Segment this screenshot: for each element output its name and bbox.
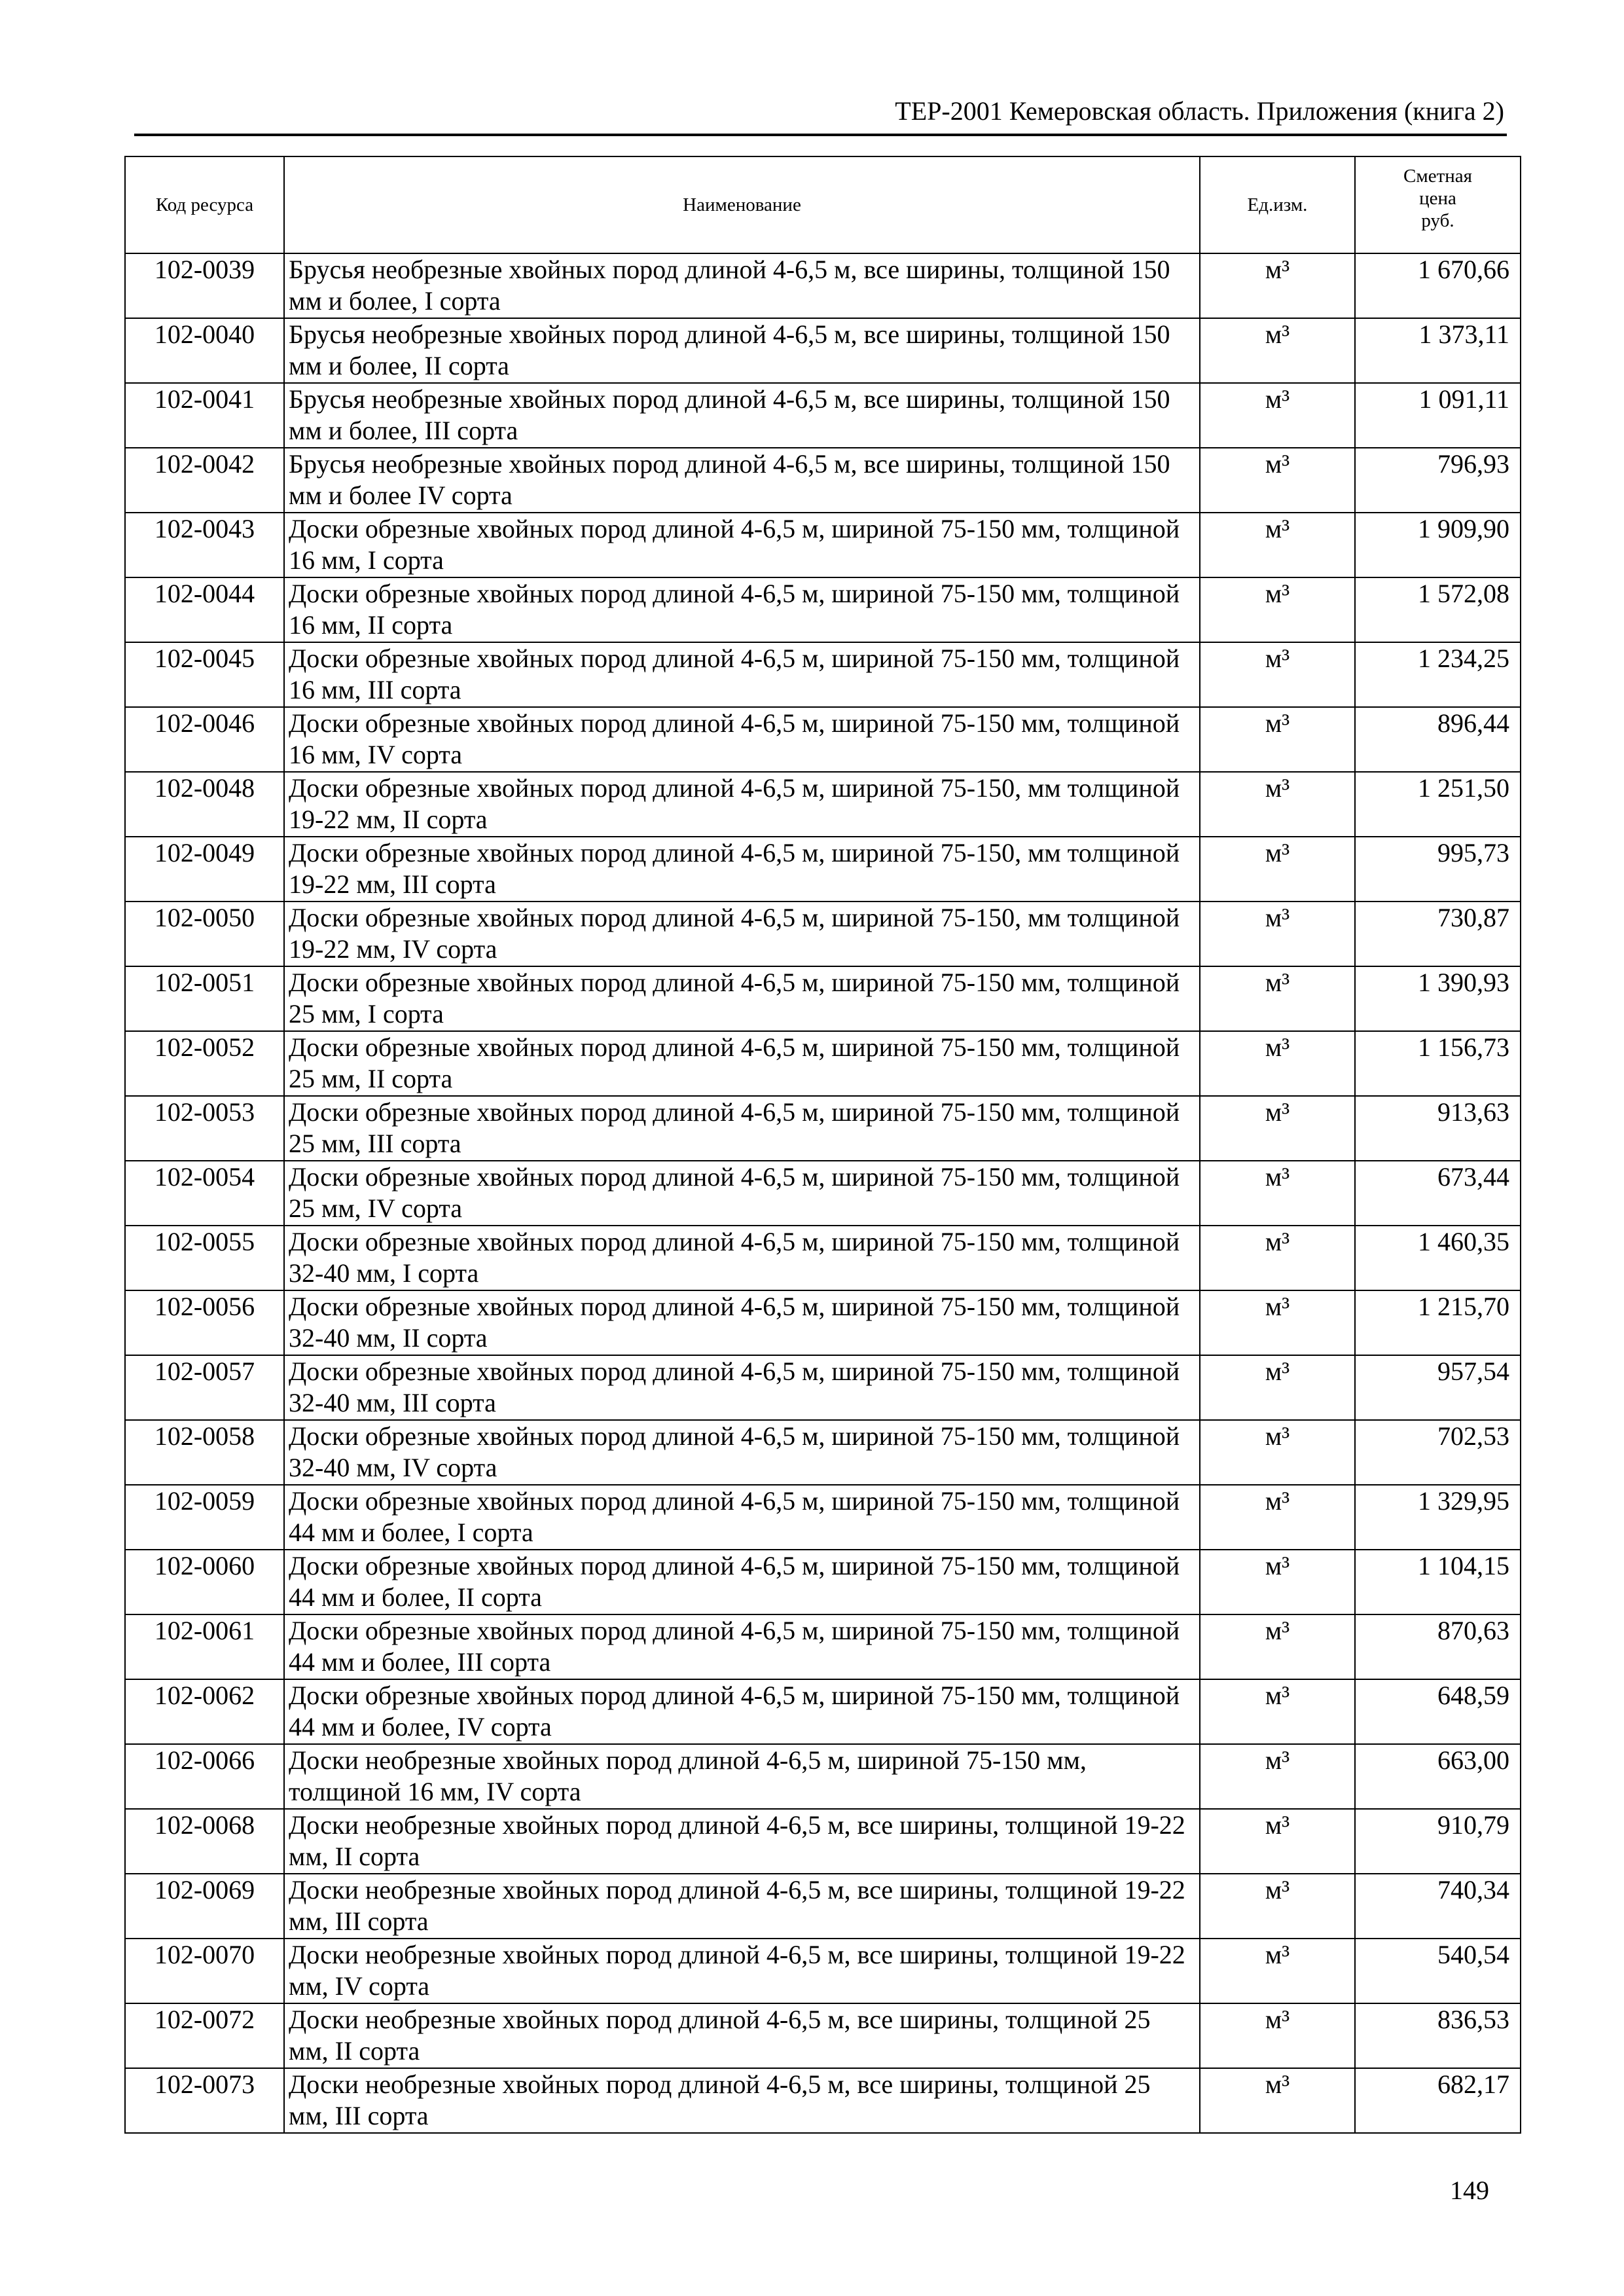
resource-code-cell: 102-0057 — [125, 1355, 284, 1420]
resource-code-cell: 102-0068 — [125, 1809, 284, 1874]
resource-code-cell: 102-0040 — [125, 318, 284, 383]
resource-name-cell: Доски обрезные хвойных пород длиной 4-6,5 м, шириной 75-150 мм, толщиной 44 мм и более, III сорта — [284, 1614, 1200, 1679]
unit-cell: м³ — [1200, 1485, 1355, 1550]
column-header-price-line3: руб. — [1421, 210, 1454, 231]
unit-cell: м³ — [1200, 642, 1355, 707]
column-header-price-line1: Сметная — [1403, 166, 1472, 187]
unit-cell: м³ — [1200, 1290, 1355, 1355]
price-cell: 682,17 — [1355, 2068, 1521, 2133]
unit-cell: м³ — [1200, 1939, 1355, 2003]
resource-name-cell: Доски необрезные хвойных пород длиной 4-6,5 м, все ширины, толщиной 19-22 мм, III сорта — [284, 1874, 1200, 1939]
column-header-unit: Ед.изм. — [1200, 156, 1355, 253]
price-cell: 1 670,66 — [1355, 253, 1521, 318]
resource-name-cell: Брусья необрезные хвойных пород длиной 4-6,5 м, все ширины, толщиной 150 мм и более, III сорта — [284, 383, 1200, 448]
price-cell: 730,87 — [1355, 902, 1521, 966]
unit-cell: м³ — [1200, 253, 1355, 318]
resource-name-cell: Доски обрезные хвойных пород длиной 4-6,5 м, шириной 75-150 мм, толщиной 25 мм, II сорта — [284, 1031, 1200, 1096]
page-number: 149 — [1450, 2176, 1489, 2205]
resource-name-cell: Доски необрезные хвойных пород длиной 4-6,5 м, все ширины, толщиной 25 мм, II сорта — [284, 2003, 1200, 2068]
resource-name-cell: Доски обрезные хвойных пород длиной 4-6,5 м, шириной 75-150 мм, толщиной 32-40 мм, I сорта — [284, 1226, 1200, 1290]
resource-name-cell: Брусья необрезные хвойных пород длиной 4-6,5 м, все ширины, толщиной 150 мм и более, II сорта — [284, 318, 1200, 383]
unit-cell: м³ — [1200, 902, 1355, 966]
price-cell: 1 251,50 — [1355, 772, 1521, 837]
unit-cell: м³ — [1200, 772, 1355, 837]
table-row — [125, 513, 1521, 577]
resource-code-cell: 102-0042 — [125, 448, 284, 513]
resource-name-cell: Доски необрезные хвойных пород длиной 4-6,5 м, все ширины, толщиной 19-22 мм, IV сорта — [284, 1939, 1200, 2003]
table-row — [125, 2068, 1521, 2133]
resource-name-cell: Доски обрезные хвойных пород длиной 4-6,5 м, шириной 75-150 мм, толщиной 44 мм и более, II сорта — [284, 1550, 1200, 1614]
unit-cell: м³ — [1200, 1744, 1355, 1809]
resource-code-cell: 102-0070 — [125, 1939, 284, 2003]
column-header-price — [1355, 156, 1521, 253]
document-title: ТЕР-2001 Кемеровская область. Приложения (книга 2) — [895, 96, 1504, 126]
price-cell: 995,73 — [1355, 837, 1521, 902]
table-row — [125, 1290, 1521, 1355]
resource-code-cell: 102-0044 — [125, 577, 284, 642]
table-row — [125, 1226, 1521, 1290]
price-cell: 913,63 — [1355, 1096, 1521, 1161]
table-row — [125, 707, 1521, 772]
unit-cell: м³ — [1200, 1809, 1355, 1874]
price-cell: 896,44 — [1355, 707, 1521, 772]
table-row — [125, 1679, 1521, 1744]
resource-code-cell: 102-0055 — [125, 1226, 284, 1290]
price-cell: 870,63 — [1355, 1614, 1521, 1679]
price-cell: 836,53 — [1355, 2003, 1521, 2068]
table-row — [125, 1161, 1521, 1226]
unit-cell: м³ — [1200, 2068, 1355, 2133]
price-cell: 540,54 — [1355, 1939, 1521, 2003]
unit-cell: м³ — [1200, 513, 1355, 577]
unit-cell: м³ — [1200, 1874, 1355, 1939]
resource-name-cell: Доски обрезные хвойных пород длиной 4-6,5 м, шириной 75-150 мм, толщиной 16 мм, I сорта — [284, 513, 1200, 577]
resource-code-cell: 102-0045 — [125, 642, 284, 707]
resource-name-cell: Доски обрезные хвойных пород длиной 4-6,5 м, шириной 75-150 мм, толщиной 32-40 мм, III сорта — [284, 1355, 1200, 1420]
resource-code-cell: 102-0039 — [125, 253, 284, 318]
table-row — [125, 1485, 1521, 1550]
resource-code-cell: 102-0048 — [125, 772, 284, 837]
table-row — [125, 1096, 1521, 1161]
table-row — [125, 383, 1521, 448]
resource-code-cell: 102-0051 — [125, 966, 284, 1031]
unit-cell: м³ — [1200, 1161, 1355, 1226]
table-header-row — [125, 156, 1521, 253]
resource-name-cell: Доски обрезные хвойных пород длиной 4-6,5 м, шириной 75-150 мм, толщиной 16 мм, III сорта — [284, 642, 1200, 707]
resource-name-cell: Доски необрезные хвойных пород длиной 4-6,5 м, все ширины, толщиной 19-22 мм, II сорта — [284, 1809, 1200, 1874]
resource-name-cell: Доски обрезные хвойных пород длиной 4-6,5 м, шириной 75-150 мм, толщиной 25 мм, IV сорта — [284, 1161, 1200, 1226]
price-cell: 702,53 — [1355, 1420, 1521, 1485]
price-cell: 663,00 — [1355, 1744, 1521, 1809]
resource-name-cell: Брусья необрезные хвойных пород длиной 4-6,5 м, все ширины, толщиной 150 мм и более IV сорта — [284, 448, 1200, 513]
price-cell: 1 390,93 — [1355, 966, 1521, 1031]
table-row — [125, 966, 1521, 1031]
table-row — [125, 448, 1521, 513]
resource-code-cell: 102-0060 — [125, 1550, 284, 1614]
resource-name-cell: Доски обрезные хвойных пород длиной 4-6,5 м, шириной 75-150 мм, толщиной 16 мм, II сорта — [284, 577, 1200, 642]
resource-code-cell: 102-0072 — [125, 2003, 284, 2068]
table-row — [125, 1939, 1521, 2003]
unit-cell: м³ — [1200, 383, 1355, 448]
price-cell: 910,79 — [1355, 1809, 1521, 1874]
price-cell: 1 460,35 — [1355, 1226, 1521, 1290]
table-row — [125, 1031, 1521, 1096]
unit-cell: м³ — [1200, 966, 1355, 1031]
running-header — [134, 93, 1507, 136]
column-header-code: Код ресурса — [125, 156, 284, 253]
table-row — [125, 1550, 1521, 1614]
unit-cell: м³ — [1200, 448, 1355, 513]
price-cell: 1 156,73 — [1355, 1031, 1521, 1096]
resource-code-cell: 102-0046 — [125, 707, 284, 772]
resource-code-cell: 102-0066 — [125, 1744, 284, 1809]
price-cell: 740,34 — [1355, 1874, 1521, 1939]
table-row — [125, 837, 1521, 902]
resource-name-cell: Доски необрезные хвойных пород длиной 4-6,5 м, все ширины, толщиной 25 мм, III сорта — [284, 2068, 1200, 2133]
price-cell: 1 329,95 — [1355, 1485, 1521, 1550]
resource-code-cell: 102-0052 — [125, 1031, 284, 1096]
resource-name-cell: Доски обрезные хвойных пород длиной 4-6,5 м, шириной 75-150 мм, толщиной 32-40 мм, II сорта — [284, 1290, 1200, 1355]
table-row — [125, 577, 1521, 642]
table-row — [125, 1355, 1521, 1420]
price-cell: 673,44 — [1355, 1161, 1521, 1226]
unit-cell: м³ — [1200, 1550, 1355, 1614]
resource-code-cell: 102-0059 — [125, 1485, 284, 1550]
resource-name-cell: Доски обрезные хвойных пород длиной 4-6,5 м, шириной 75-150, мм толщиной 19-22 мм, IV сорта — [284, 902, 1200, 966]
table-row — [125, 1809, 1521, 1874]
resource-name-cell: Брусья необрезные хвойных пород длиной 4-6,5 м, все ширины, толщиной 150 мм и более, I сорта — [284, 253, 1200, 318]
unit-cell: м³ — [1200, 1420, 1355, 1485]
resource-code-cell: 102-0050 — [125, 902, 284, 966]
table-row — [125, 902, 1521, 966]
resource-code-cell: 102-0069 — [125, 1874, 284, 1939]
resource-name-cell: Доски обрезные хвойных пород длиной 4-6,5 м, шириной 75-150 мм, толщиной 16 мм, IV сорта — [284, 707, 1200, 772]
unit-cell: м³ — [1200, 1614, 1355, 1679]
unit-cell: м³ — [1200, 1096, 1355, 1161]
unit-cell: м³ — [1200, 837, 1355, 902]
resource-name-cell: Доски обрезные хвойных пород длиной 4-6,5 м, шириной 75-150, мм толщиной 19-22 мм, II сорта — [284, 772, 1200, 837]
table-row — [125, 1744, 1521, 1809]
table-body — [125, 253, 1521, 2133]
resource-name-cell: Доски обрезные хвойных пород длиной 4-6,5 м, шириной 75-150 мм, толщиной 32-40 мм, IV сорта — [284, 1420, 1200, 1485]
table-row — [125, 1874, 1521, 1939]
resource-code-cell: 102-0053 — [125, 1096, 284, 1161]
unit-cell: м³ — [1200, 1355, 1355, 1420]
unit-cell: м³ — [1200, 707, 1355, 772]
resource-code-cell: 102-0054 — [125, 1161, 284, 1226]
resource-name-cell: Доски обрезные хвойных пород длиной 4-6,5 м, шириной 75-150 мм, толщиной 44 мм и более, I сорта — [284, 1485, 1200, 1550]
unit-cell: м³ — [1200, 1679, 1355, 1744]
table-row — [125, 642, 1521, 707]
column-header-price-line2: цена — [1419, 188, 1456, 209]
price-cell: 1 373,11 — [1355, 318, 1521, 383]
resource-code-cell: 102-0058 — [125, 1420, 284, 1485]
price-cell: 1 234,25 — [1355, 642, 1521, 707]
unit-cell: м³ — [1200, 318, 1355, 383]
resource-name-cell: Доски обрезные хвойных пород длиной 4-6,5 м, шириной 75-150, мм толщиной 19-22 мм, III сорта — [284, 837, 1200, 902]
price-cell: 1 215,70 — [1355, 1290, 1521, 1355]
resource-name-cell: Доски необрезные хвойных пород длиной 4-6,5 м, шириной 75-150 мм, толщиной 16 мм, IV сорта — [284, 1744, 1200, 1809]
table-row — [125, 1420, 1521, 1485]
resource-code-cell: 102-0043 — [125, 513, 284, 577]
column-header-name: Наименование — [284, 156, 1200, 253]
resource-code-cell: 102-0061 — [125, 1614, 284, 1679]
resource-code-cell: 102-0062 — [125, 1679, 284, 1744]
price-cell: 1 572,08 — [1355, 577, 1521, 642]
price-cell: 1 091,11 — [1355, 383, 1521, 448]
resource-price-table — [124, 156, 1521, 2134]
table-row — [125, 1614, 1521, 1679]
resource-name-cell: Доски обрезные хвойных пород длиной 4-6,5 м, шириной 75-150 мм, толщиной 25 мм, I сорта — [284, 966, 1200, 1031]
price-cell: 648,59 — [1355, 1679, 1521, 1744]
resource-code-cell: 102-0073 — [125, 2068, 284, 2133]
unit-cell: м³ — [1200, 1031, 1355, 1096]
resource-name-cell: Доски обрезные хвойных пород длиной 4-6,5 м, шириной 75-150 мм, толщиной 25 мм, III сорта — [284, 1096, 1200, 1161]
price-cell: 957,54 — [1355, 1355, 1521, 1420]
resource-code-cell: 102-0049 — [125, 837, 284, 902]
table-row — [125, 2003, 1521, 2068]
price-cell: 796,93 — [1355, 448, 1521, 513]
table-row — [125, 253, 1521, 318]
table-row — [125, 318, 1521, 383]
price-cell: 1 909,90 — [1355, 513, 1521, 577]
resource-code-cell: 102-0041 — [125, 383, 284, 448]
unit-cell: м³ — [1200, 577, 1355, 642]
unit-cell: м³ — [1200, 2003, 1355, 2068]
resource-name-cell: Доски обрезные хвойных пород длиной 4-6,5 м, шириной 75-150 мм, толщиной 44 мм и более, IV сорта — [284, 1679, 1200, 1744]
price-cell: 1 104,15 — [1355, 1550, 1521, 1614]
unit-cell: м³ — [1200, 1226, 1355, 1290]
table-row — [125, 772, 1521, 837]
resource-code-cell: 102-0056 — [125, 1290, 284, 1355]
